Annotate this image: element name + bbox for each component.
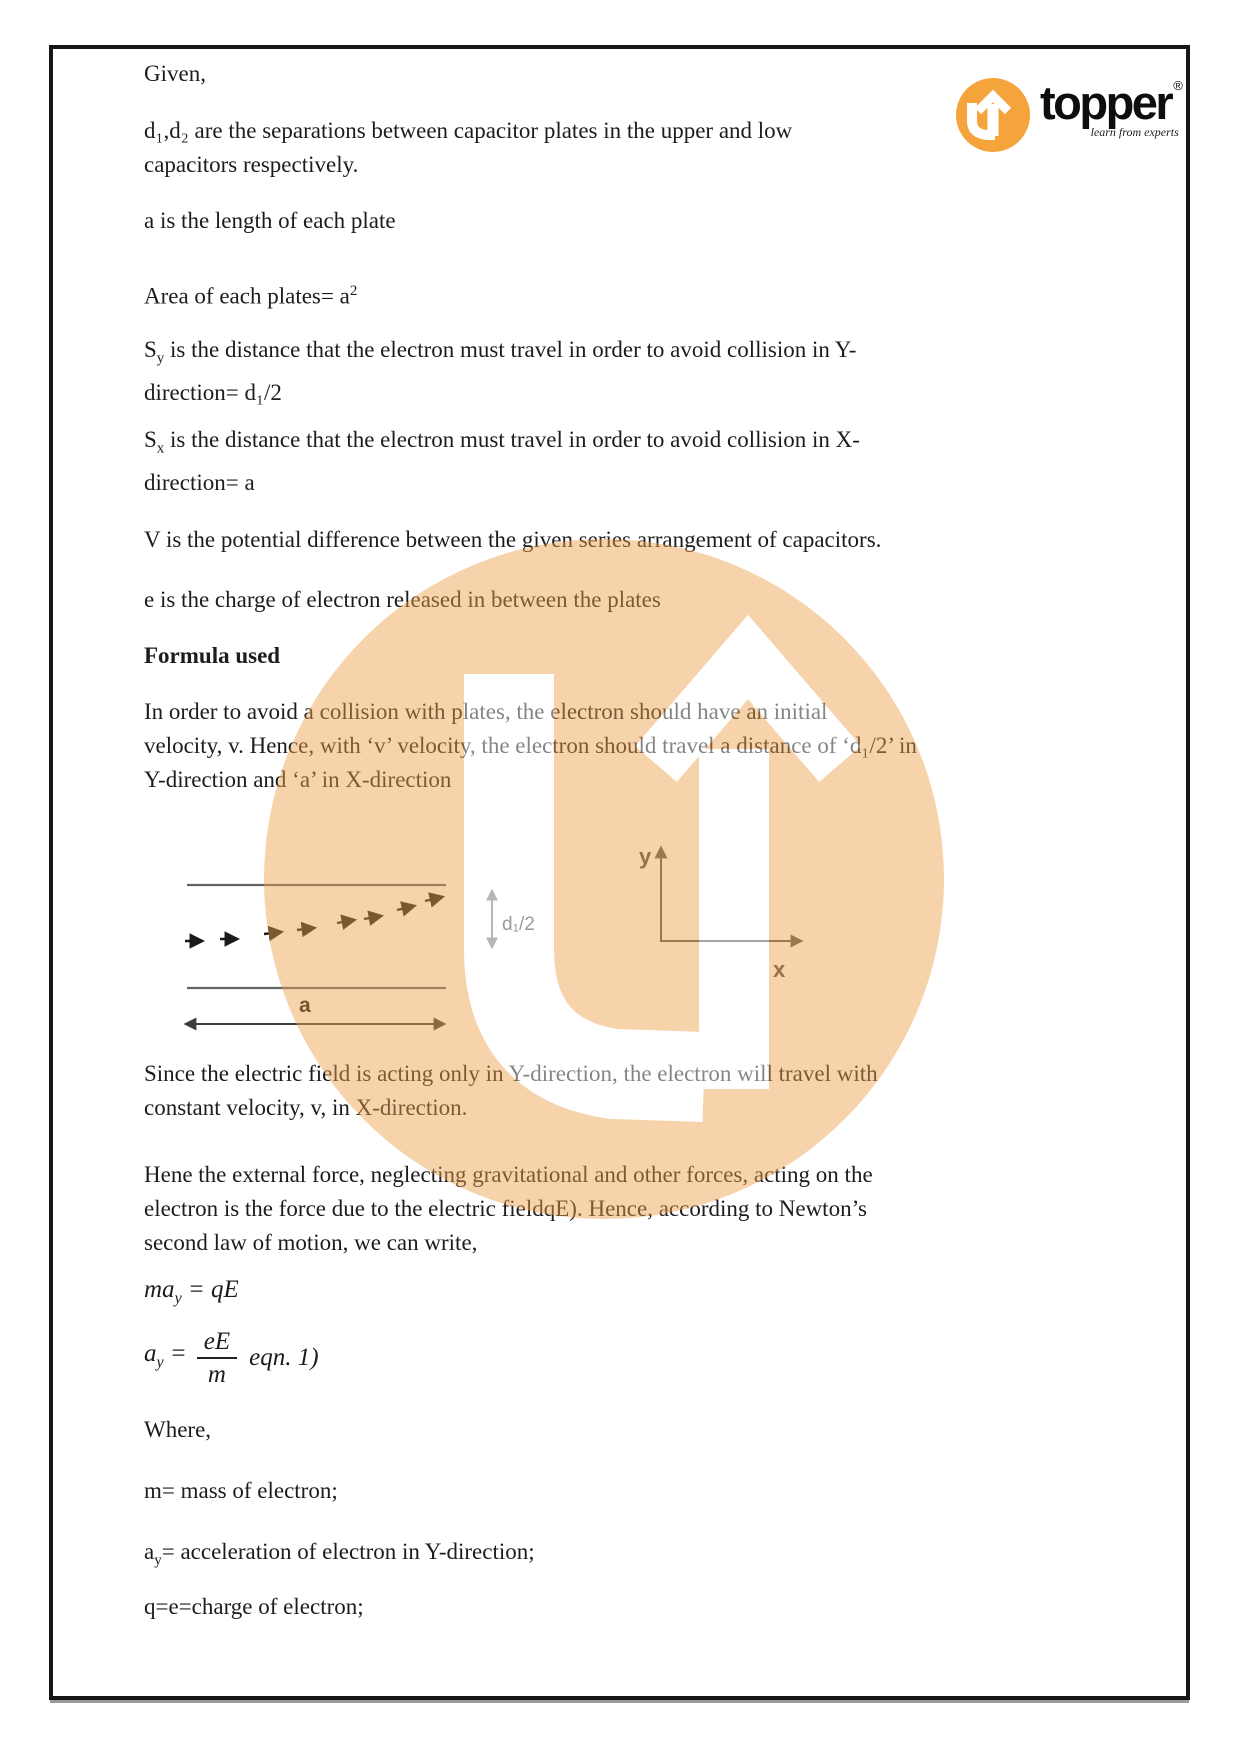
electron-trajectory-arrows	[185, 897, 442, 941]
formula-used-heading: Formula used	[144, 643, 281, 668]
in-order-paragraph	[144, 695, 917, 797]
eq2-label: eqn. 1)	[249, 1344, 319, 1371]
separations-paragraph	[144, 114, 792, 182]
plate-length-label: a	[299, 994, 311, 1017]
hene-line-2: electron is the force due to the electric fieldqE). Hence, according to Newton’s	[144, 1196, 867, 1221]
xy-axes	[639, 844, 801, 982]
given-line: Given,	[144, 61, 206, 86]
ay-subscript: y	[154, 1552, 162, 1569]
area-line: Area of each plates= $a^2$	[144, 283, 358, 309]
equation-2	[144, 1326, 319, 1390]
brand-tagline: learn from experts	[1090, 125, 1179, 139]
eq2-lhs: $a_y$ =	[144, 1339, 187, 1371]
since-paragraph	[144, 1057, 878, 1125]
electron-charge-line: e is the charge of electron released in between the plates	[144, 587, 661, 612]
sy-paragraph	[144, 333, 856, 410]
y-axis-label: y	[639, 844, 652, 869]
page-border-box	[49, 45, 1190, 1700]
brand-wordmark-block	[1040, 77, 1183, 140]
where-line: Where,	[144, 1417, 212, 1442]
since-line-1: Since the electric field is acting only in Y-direction, the electron will travel with	[144, 1061, 878, 1086]
sy-line-1: $S_y$ is the distance that the electron must travel in order to avoid collision in Y-	[144, 337, 857, 367]
area-superscript: 2	[349, 283, 358, 299]
document-content	[53, 49, 1186, 1696]
brand-wordmark: topper	[1040, 76, 1172, 129]
x-axis-label: x	[773, 957, 786, 982]
since-line-2: constant velocity, v, in X-direction.	[144, 1095, 468, 1120]
hene-line-1: Hene the external force, neglecting gravitational and other forces, acting on the	[144, 1162, 873, 1187]
plate-length-line: a is the length of each plate	[144, 208, 396, 233]
in-order-line-2: velocity, v. Hence, with ‘v’ velocity, the electron should travel a distance of ‘d₁/2’ in	[144, 733, 917, 758]
sx-line-1: $S_x$ is the distance that the electron must travel in order to avoid collision in X-	[144, 427, 860, 457]
eq2-subscript: y	[156, 1353, 164, 1371]
d-half-label: d₁/2	[502, 914, 535, 935]
in-order-line-3: Y-direction and ‘a’ in X-direction	[144, 767, 452, 792]
hene-paragraph	[144, 1158, 873, 1260]
mass-line: m= mass of electron;	[144, 1478, 338, 1503]
utopper-logo	[955, 77, 1183, 153]
hene-line-3: second law of motion, we can write,	[144, 1230, 478, 1255]
eq2-denominator: m	[207, 1361, 226, 1388]
sy-subscript: y	[156, 350, 165, 367]
sy-line-2: direction= d₁/2	[144, 379, 282, 405]
eq1-subscript: y	[174, 1290, 182, 1307]
separations-line-1: d₁,d₂ are the separations between capacitor plates in the upper and low	[144, 118, 793, 143]
sx-line-2: direction= a	[144, 469, 255, 495]
acceleration-line: $a_y=$ acceleration of electron in Y-direction;	[144, 1539, 535, 1569]
separations-line-2: capacitors respectively.	[144, 152, 359, 177]
eq2-fraction	[197, 1326, 237, 1390]
eq2-numerator: eE	[197, 1326, 237, 1359]
in-order-line-1: In order to avoid a collision with plates, the electron should have an initial	[144, 699, 828, 724]
sx-paragraph	[144, 423, 860, 500]
sx-subscript: x	[156, 440, 165, 457]
registered-mark: ®	[1173, 78, 1183, 93]
charge-line: q=e=charge of electron;	[144, 1594, 364, 1619]
capacitor-diagram	[153, 834, 873, 1094]
u-arrow-icon	[955, 77, 1031, 153]
potential-difference-line: V is the potential difference between the given series arrangement of capacitors.	[144, 527, 882, 552]
equation-1: $ma_y$ = qE	[144, 1276, 239, 1307]
